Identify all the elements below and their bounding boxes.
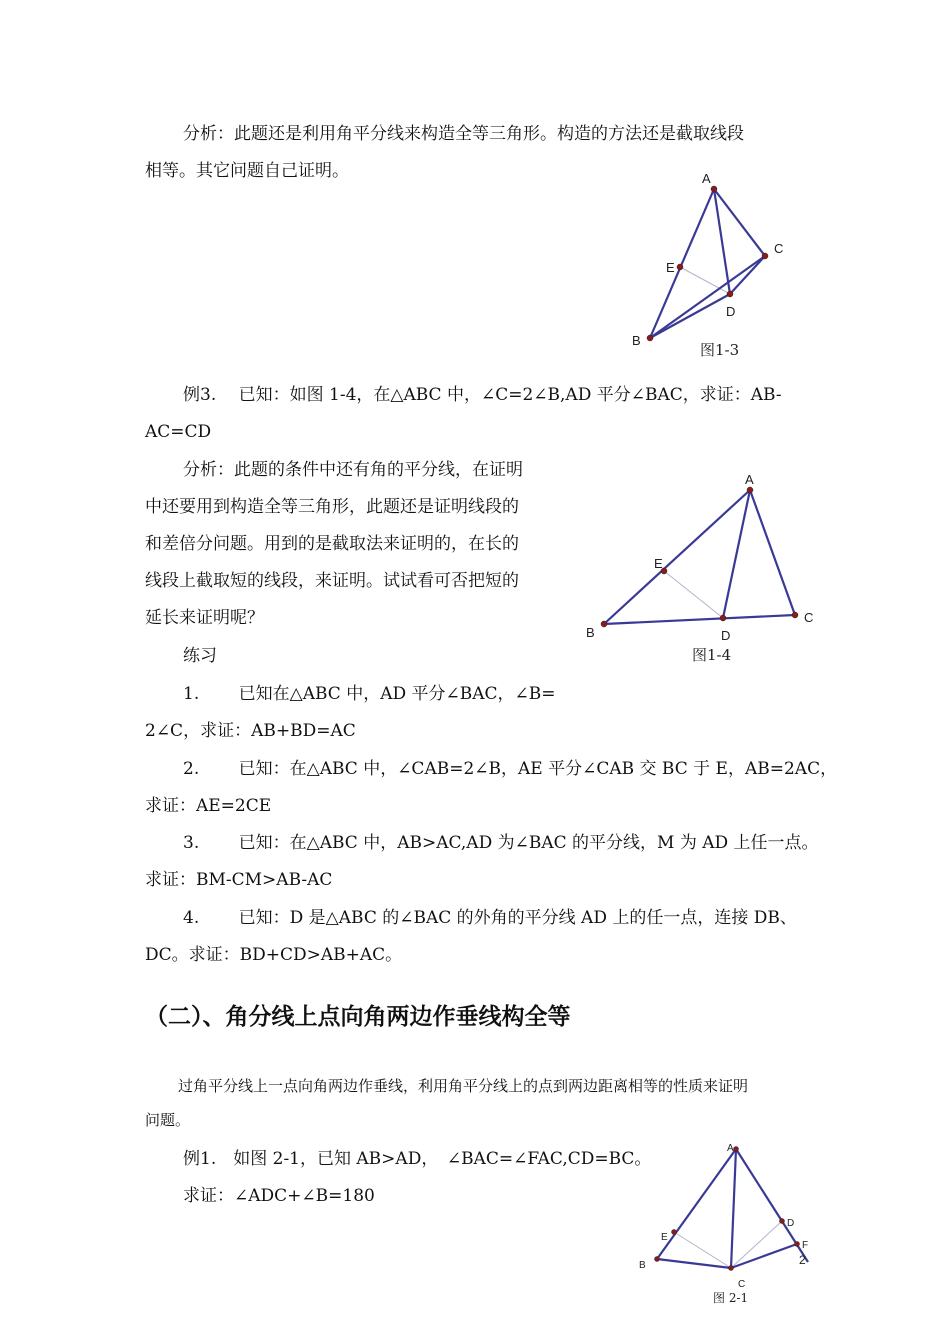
analysis-line-1: 分析：此题还是利用角平分线来构造全等三角形。构造的方法还是截取线段 <box>183 124 744 144</box>
example1-line-2: 求证：∠ADC+∠B=180 <box>183 1186 375 1206</box>
figure-1-4 <box>580 465 830 670</box>
point-D <box>780 1219 785 1224</box>
example1-line-1: 例1. 如图 2-1，已知 AB>AD， ∠BAC=∠FAC,CD=BC。 <box>183 1149 652 1169</box>
point-D <box>727 291 733 297</box>
label-A: A <box>745 472 754 487</box>
label-B: B <box>586 625 595 640</box>
analysis2-line-4: 线段上截取短的线段，来证明。试试看可否把短的 <box>145 571 519 591</box>
section-2-intro-line-1: 过角平分线上一点向角两边作垂线，利用角平分线上的点到两边距离相等的性质来证明 <box>178 1077 749 1095</box>
figure-1-3 <box>620 165 820 365</box>
practice-item-4-line-2: DC。求证：BD+CD>AB+AC。 <box>145 945 403 965</box>
point-B <box>647 335 653 341</box>
segment-AC <box>731 1149 736 1268</box>
segment-ED <box>680 267 730 294</box>
segment-AD <box>714 189 730 294</box>
example3-line-2: AC=CD <box>145 422 212 442</box>
point-D <box>720 615 726 621</box>
label-C: C <box>774 241 784 256</box>
label-F: F <box>802 1240 809 1251</box>
practice-item-3-line-2: 求证：BM-CM>AB-AC <box>145 870 333 890</box>
point-E <box>672 1230 677 1235</box>
segment-BC <box>657 1259 731 1268</box>
segment-C-F <box>731 1244 797 1268</box>
label-E: E <box>666 260 675 275</box>
label-2: 2 <box>799 1253 806 1267</box>
segment-AD <box>723 490 750 618</box>
label-D: D <box>726 304 736 319</box>
point-A <box>747 487 753 493</box>
practice-item-1-line-1: 1. 已知在△ABC 中，AD 平分∠BAC，∠B= <box>183 684 556 704</box>
label-E: E <box>654 556 663 571</box>
analysis2-line-3: 和差倍分问题。用到的是截取法来证明的，在长的 <box>145 534 519 554</box>
point-C <box>762 253 768 259</box>
label-A: A <box>702 171 711 186</box>
label-E: E <box>661 1232 668 1243</box>
figure-2-1 <box>630 1135 820 1310</box>
point-C <box>792 612 798 618</box>
practice-title: 练习 <box>183 646 217 666</box>
label-A: A <box>727 1143 734 1154</box>
practice-item-2-line-2: 求证：AE=2CE <box>145 796 272 816</box>
segment-AC <box>750 490 795 615</box>
label-D: D <box>787 1218 795 1229</box>
point-B <box>601 621 607 627</box>
section-2-intro-line-2: 问题。 <box>145 1111 191 1129</box>
analysis2-line-2: 中还要用到构造全等三角形，此题还是证明线段的 <box>145 497 519 517</box>
example3-line-1: 例3. 已知：如图 1-4，在△ABC 中，∠C=2∠B,AD 平分∠BAC，求证：AB- <box>183 385 782 405</box>
segment-BD <box>650 294 730 338</box>
analysis-line-2: 相等。其它问题自己证明。 <box>145 161 349 181</box>
figure-1-3-caption: 图1-3 <box>700 341 740 359</box>
practice-item-4-line-1: 4. 已知：D 是△ABC 的∠BAC 的外角的平分线 AD 上的任一点，连接 DB、 <box>183 908 797 928</box>
figure-2-1-caption: 图 2-1 <box>713 1291 749 1305</box>
label-B: B <box>639 1260 646 1271</box>
label-C: C <box>804 610 814 625</box>
point-E <box>677 264 683 270</box>
point-A <box>734 1147 739 1152</box>
segment-ED <box>664 571 723 618</box>
figure-1-4-caption: 图1-4 <box>692 646 732 664</box>
analysis2-line-1: 分析：此题的条件中还有角的平分线，在证明 <box>183 460 523 480</box>
segment-CD <box>730 256 765 294</box>
segment-AB <box>657 1149 736 1259</box>
label-B: B <box>632 333 641 348</box>
practice-item-2-line-1: 2. 已知：在△ABC 中，∠CAB=2∠B，AE 平分∠CAB 交 BC 于 E，AB=2AC， <box>183 759 838 779</box>
point-C <box>729 1266 734 1271</box>
segment-AB <box>604 490 750 624</box>
point-B <box>655 1257 660 1262</box>
segment-DC <box>731 1221 782 1268</box>
point-F <box>795 1242 800 1247</box>
practice-item-3-line-1: 3. 已知：在△ABC 中，AB>AC,AD 为∠BAC 的平分线，M 为 AD 上任一点。 <box>183 833 819 853</box>
section-2-heading: （二）、角分线上点向角两边作垂线构全等 <box>145 1004 571 1030</box>
point-A <box>711 186 717 192</box>
analysis2-line-5: 延长来证明呢？ <box>145 608 264 628</box>
label-C: C <box>738 1279 746 1290</box>
segment-BC <box>604 615 795 624</box>
practice-item-1-line-2: 2∠C，求证：AB+BD=AC <box>145 721 356 741</box>
label-D: D <box>721 628 731 643</box>
